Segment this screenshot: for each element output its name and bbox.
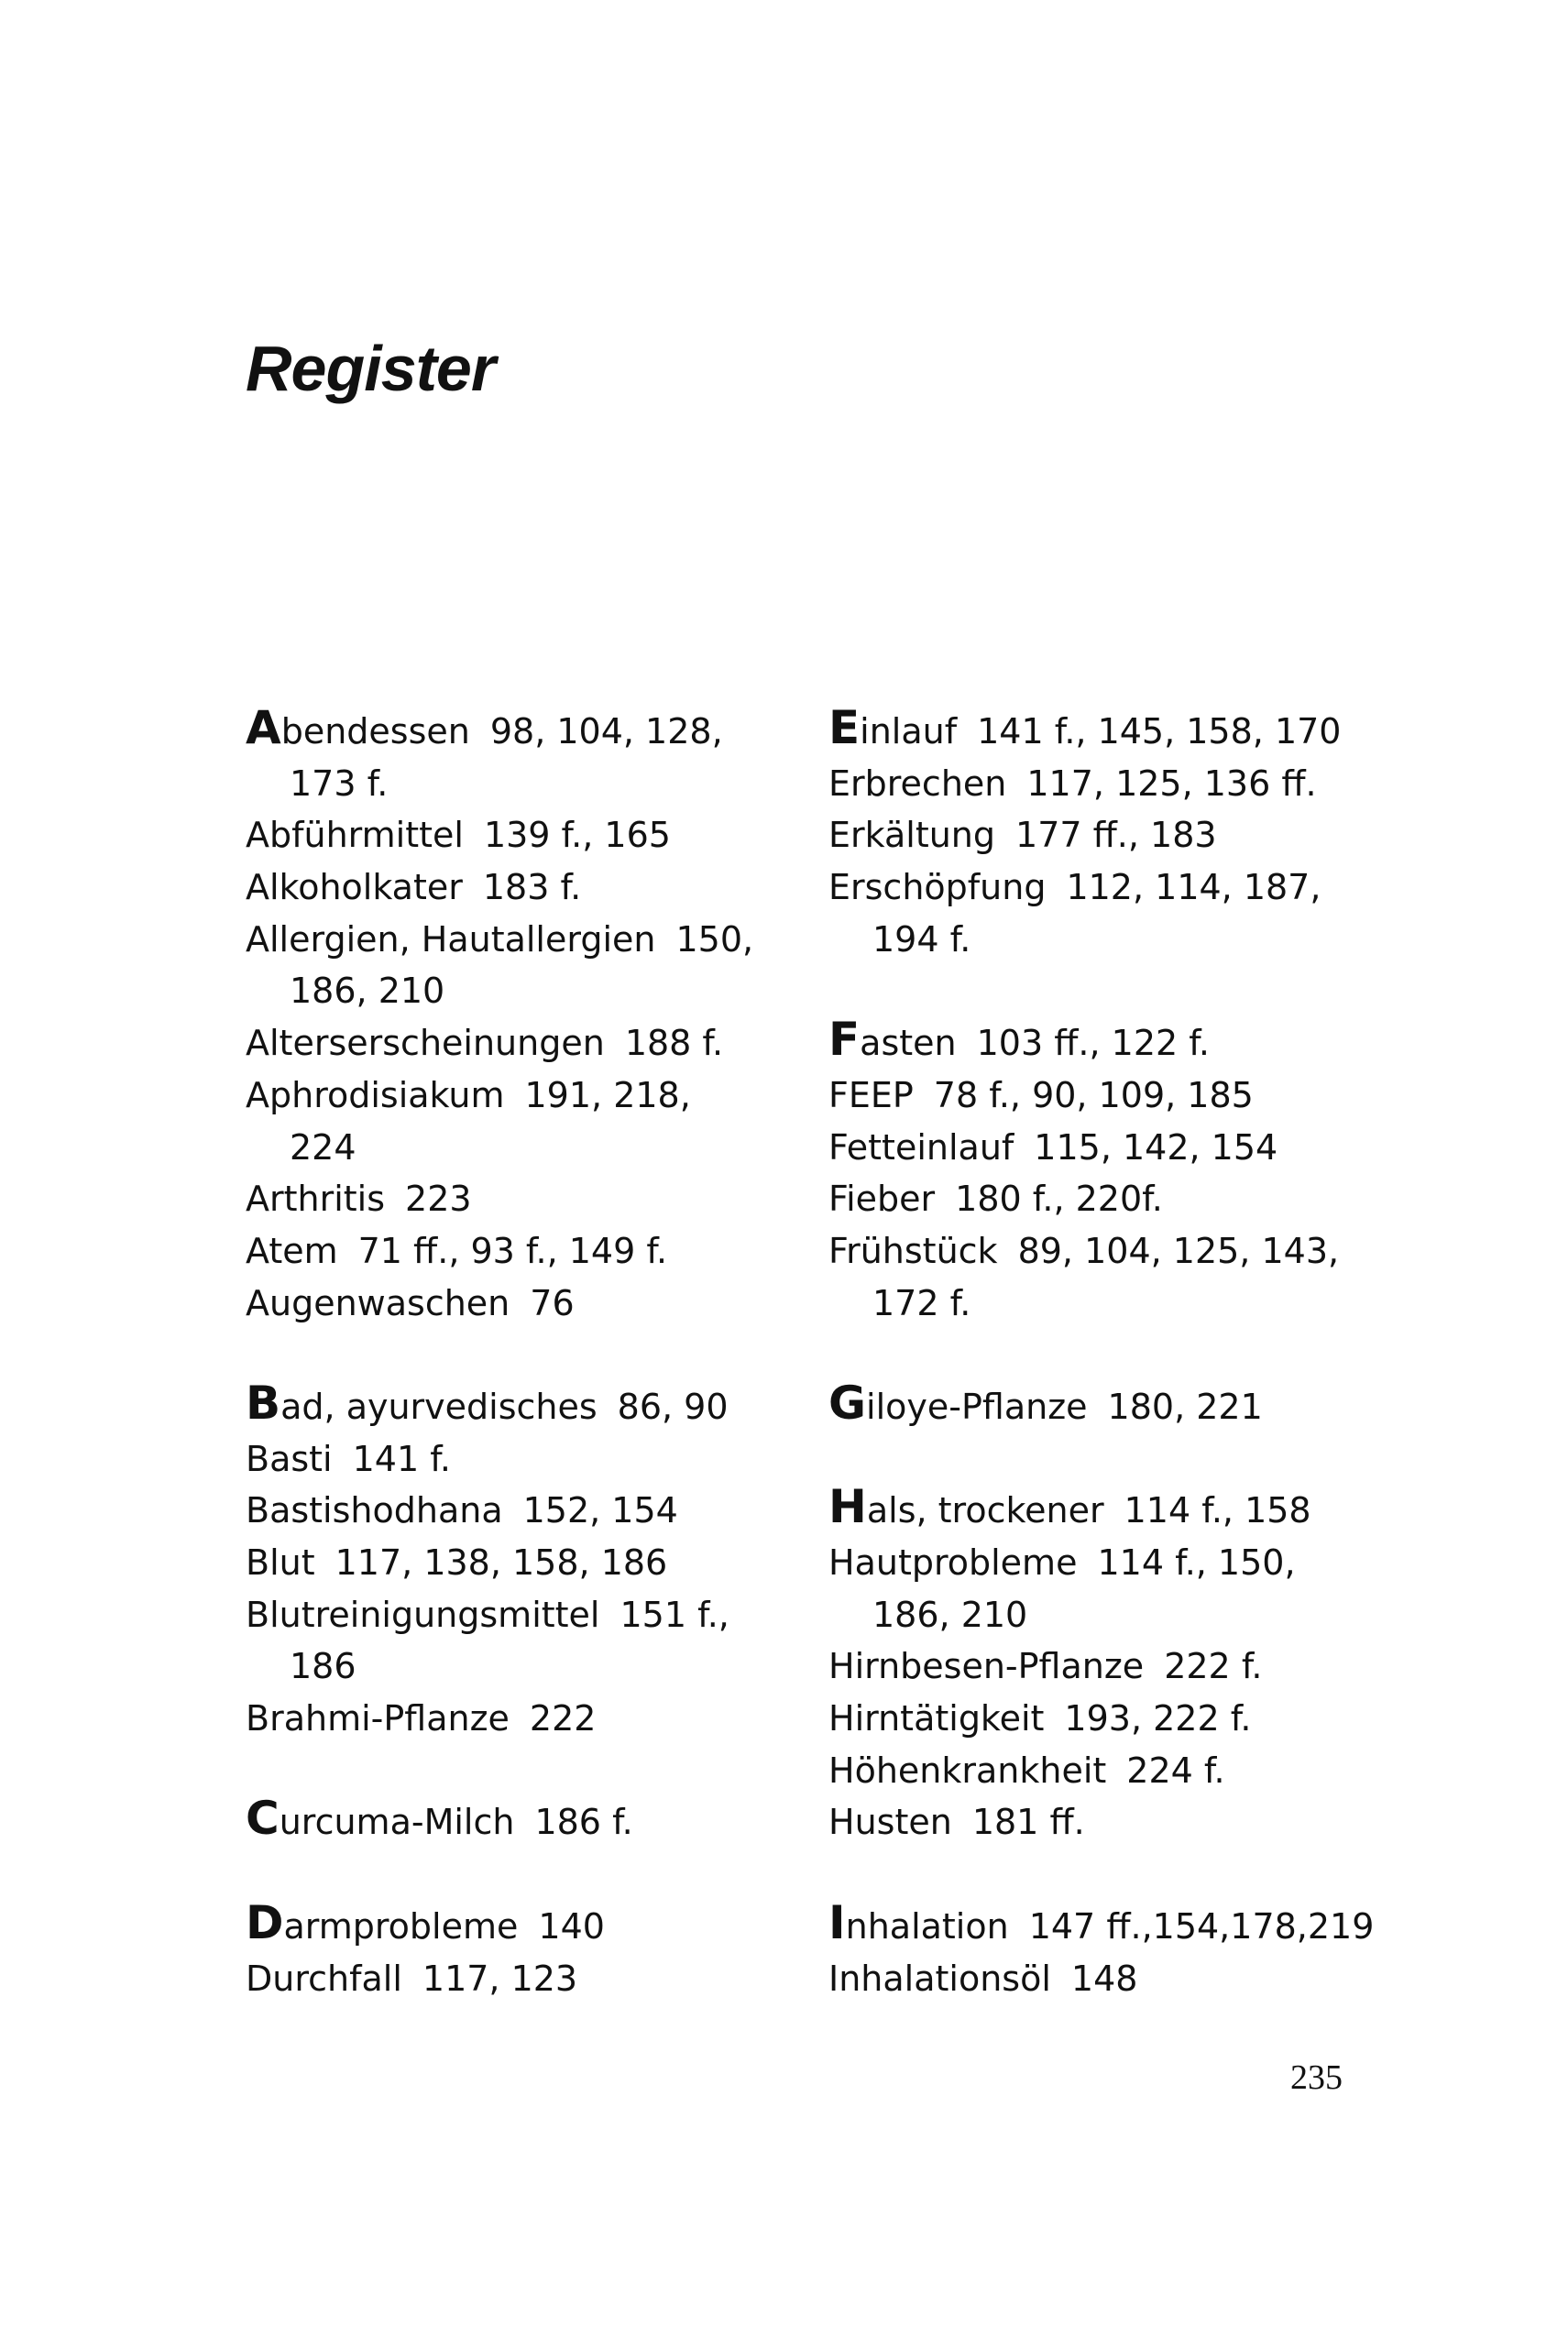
index-entry <box>828 1376 1415 1433</box>
index-term: Blutreinigungsmittel <box>246 1594 600 1635</box>
index-pages: 181 ff. <box>971 1802 1085 1843</box>
index-term: Alterserscheinungen <box>246 1023 605 1064</box>
index-entry <box>246 1433 832 1486</box>
index-pages: 191, 218, <box>524 1074 691 1115</box>
index-term: Inhalationsöl <box>828 1958 1051 1999</box>
index-entry-line <box>828 1895 1415 1953</box>
index-entry <box>828 1122 1415 1174</box>
index-entry-line <box>246 1433 832 1486</box>
index-entry <box>828 809 1415 861</box>
index-term: Fasten <box>828 1013 957 1067</box>
index-term: Durchfall <box>246 1958 402 1999</box>
index-entry-line <box>246 701 832 758</box>
index-pages: 141 f. <box>352 1438 451 1479</box>
index-entry <box>246 1693 832 1745</box>
index-pages: 223 <box>405 1179 472 1220</box>
index-entry-line <box>246 1278 832 1330</box>
index-pages: 152, 154 <box>522 1490 678 1531</box>
index-entry <box>828 1693 1415 1745</box>
index-entry-line <box>828 1953 1415 2005</box>
index-pages-continued: 186, 210 <box>290 971 445 1012</box>
index-entry <box>828 1745 1415 1797</box>
index-term: Fetteinlauf <box>828 1126 1014 1168</box>
section-initial: B <box>246 1376 281 1430</box>
index-entry <box>828 701 1415 758</box>
index-term: Erbrechen <box>828 763 1007 804</box>
index-entry-line <box>828 1693 1415 1745</box>
index-entry-line <box>828 701 1415 758</box>
index-term: Brahmi-Pflanze <box>246 1698 510 1739</box>
index-pages: 117, 123 <box>422 1958 578 1999</box>
index-entry <box>246 809 832 861</box>
index-term: Hirntätigkeit <box>828 1698 1045 1739</box>
index-entry <box>246 701 832 809</box>
index-term: Giloye-Pflanze <box>828 1376 1088 1430</box>
index-pages: 89, 104, 125, 143, <box>1017 1230 1340 1271</box>
index-pages: 222 <box>529 1698 597 1739</box>
index-term: Bastishodhana <box>246 1490 503 1531</box>
index-entry <box>246 1278 832 1330</box>
index-term: Husten <box>828 1802 952 1843</box>
index-entry <box>246 1953 832 2005</box>
index-entry-line <box>246 1017 832 1070</box>
index-term: Aphrodisiakum <box>246 1074 505 1115</box>
index-entry-line <box>828 1745 1415 1797</box>
index-entry-line <box>828 1796 1415 1849</box>
index-pages: 193, 222 f. <box>1064 1698 1252 1739</box>
index-term: Augenwaschen <box>246 1282 510 1323</box>
index-entry-line <box>828 1013 1415 1070</box>
index-entry <box>828 1013 1415 1070</box>
index-pages: 114 f., 150, <box>1097 1542 1296 1583</box>
index-entry <box>246 1589 832 1693</box>
index-entry <box>246 1070 832 1173</box>
index-term: Arthritis <box>246 1179 386 1220</box>
index-entry-line <box>246 1070 832 1122</box>
index-group-a <box>246 701 832 1329</box>
index-pages: 188 f. <box>624 1023 724 1064</box>
index-group-f <box>828 1013 1415 1329</box>
index-entry-line <box>246 914 832 966</box>
index-entry <box>246 1225 832 1278</box>
index-pages: 148 <box>1070 1958 1138 1999</box>
index-entry <box>828 1480 1415 1537</box>
section-initial: G <box>828 1376 867 1430</box>
index-entry-line <box>828 809 1415 861</box>
index-entry <box>828 1953 1415 2005</box>
index-entry <box>246 914 832 1017</box>
index-entry-line <box>246 1376 832 1433</box>
index-term: Alkoholkater <box>246 867 463 908</box>
index-entry-line <box>828 861 1415 914</box>
index-column-left <box>246 701 832 2004</box>
index-entry <box>246 861 832 914</box>
index-pages: 98, 104, 128, <box>489 711 723 752</box>
index-entry-line <box>246 1792 832 1849</box>
index-pages-continued: 186 <box>290 1646 356 1687</box>
index-term: Hirnbesen-Pflanze <box>828 1646 1145 1687</box>
index-entry <box>246 1792 832 1849</box>
index-group-e <box>828 701 1415 965</box>
index-pages: 117, 138, 158, 186 <box>334 1542 668 1583</box>
index-entry-line <box>246 1173 832 1225</box>
index-entry-line <box>828 1376 1415 1433</box>
index-entry <box>246 1376 832 1433</box>
index-entry-line <box>828 1225 1415 1278</box>
index-entry <box>246 1895 832 1953</box>
section-initial: H <box>828 1480 867 1534</box>
index-pages: 180 f., 220f. <box>955 1179 1163 1220</box>
index-entry-line <box>828 1537 1415 1589</box>
index-term: Atem <box>246 1230 338 1271</box>
index-column-right <box>828 701 1415 2004</box>
index-pages: 140 <box>538 1905 605 1947</box>
index-entry-line <box>828 1122 1415 1174</box>
index-pages: 150, <box>675 918 754 960</box>
index-entry <box>828 1895 1415 1953</box>
index-term: Basti <box>246 1438 333 1479</box>
index-pages: 114 f., 158 <box>1124 1490 1311 1531</box>
index-entry-line <box>246 1953 832 2005</box>
index-pages-continued: 172 f. <box>872 1282 971 1323</box>
index-entry-line <box>828 758 1415 810</box>
index-pages: 151 f., <box>620 1594 729 1635</box>
index-pages: 186 f. <box>534 1802 633 1843</box>
index-entry-line <box>246 861 832 914</box>
index-entry-line <box>828 1173 1415 1225</box>
index-pages-continued: 186, 210 <box>872 1594 1028 1635</box>
index-entry-line <box>246 809 832 861</box>
index-term: Erschöpfung <box>828 867 1047 908</box>
index-group-i <box>828 1895 1415 2004</box>
section-initial: F <box>828 1013 861 1067</box>
index-pages: 86, 90 <box>617 1386 729 1427</box>
index-entry <box>828 1640 1415 1693</box>
index-pages: 76 <box>530 1282 575 1323</box>
index-pages: 180, 221 <box>1107 1386 1263 1427</box>
index-term: FEEP <box>828 1074 914 1115</box>
index-group-d <box>246 1895 832 2004</box>
index-entry <box>246 1173 832 1225</box>
index-pages: 222 f. <box>1164 1646 1263 1687</box>
index-pages: 183 f. <box>482 867 582 908</box>
index-entry-line <box>246 1225 832 1278</box>
index-term: Höhenkrankheit <box>828 1750 1107 1791</box>
index-pages-continued: 173 f. <box>290 763 389 804</box>
index-entry <box>828 1796 1415 1849</box>
index-pages-continued: 194 f. <box>872 918 971 960</box>
section-initial: C <box>246 1792 280 1846</box>
index-pages: 112, 114, 187, <box>1066 867 1321 908</box>
index-pages: 78 f., 90, 109, 185 <box>933 1074 1254 1115</box>
page-title: Register <box>246 333 496 404</box>
index-entry-line <box>828 1070 1415 1122</box>
index-term: Einlauf <box>828 701 958 754</box>
index-term: Abendessen <box>246 701 470 754</box>
index-pages: 177 ff., 183 <box>1015 815 1217 856</box>
index-group-c <box>246 1792 832 1849</box>
index-entry-line <box>246 1485 832 1537</box>
index-term: Fieber <box>828 1179 936 1220</box>
index-term: Bad, ayurvedisches <box>246 1376 598 1430</box>
index-pages: 115, 142, 154 <box>1034 1126 1278 1168</box>
index-pages: 117, 125, 136 ff. <box>1026 763 1317 804</box>
index-group-b <box>246 1376 832 1745</box>
section-initial: I <box>828 1895 846 1949</box>
index-term: Hals, trockener <box>828 1480 1104 1534</box>
index-term: Inhalation <box>828 1895 1009 1949</box>
index-pages: 147 ff.,154,178,219 <box>1028 1905 1375 1947</box>
index-entry-line <box>246 1895 832 1953</box>
index-term: Blut <box>246 1542 315 1583</box>
section-initial: A <box>246 701 281 754</box>
index-entry-line <box>828 1640 1415 1693</box>
index-entry <box>246 1017 832 1070</box>
index-entry <box>246 1485 832 1537</box>
index-pages-continued: 224 <box>290 1126 356 1168</box>
index-pages: 141 f., 145, 158, 170 <box>977 711 1342 752</box>
index-group-h <box>828 1480 1415 1849</box>
index-entry <box>828 1225 1415 1329</box>
index-entry <box>828 1173 1415 1225</box>
index-term: Frühstück <box>828 1230 998 1271</box>
index-entry-line <box>828 1480 1415 1537</box>
index-term: Curcuma-Milch <box>246 1792 515 1846</box>
index-entry <box>828 1537 1415 1640</box>
index-entry-line <box>246 1589 832 1641</box>
index-entry <box>246 1537 832 1589</box>
index-entry-line <box>246 1537 832 1589</box>
index-pages: 71 ff., 93 f., 149 f. <box>357 1230 668 1271</box>
index-entry <box>828 1070 1415 1122</box>
index-group-g <box>828 1376 1415 1433</box>
index-entry-line <box>246 1693 832 1745</box>
index-entry <box>828 758 1415 810</box>
index-term: Allergien, Hautallergien <box>246 918 656 960</box>
index-pages: 103 ff., 122 f. <box>976 1023 1210 1064</box>
index-pages: 224 f. <box>1126 1750 1225 1791</box>
index-term: Abführmittel <box>246 815 464 856</box>
index-term: Hautprobleme <box>828 1542 1078 1583</box>
index-pages: 139 f., 165 <box>483 815 671 856</box>
index-entry <box>828 861 1415 965</box>
index-term: Erkältung <box>828 815 996 856</box>
index-term: Darmprobleme <box>246 1895 519 1949</box>
section-initial: D <box>246 1895 284 1949</box>
section-initial: E <box>828 701 861 754</box>
page-number: 235 <box>1290 2058 1343 2097</box>
